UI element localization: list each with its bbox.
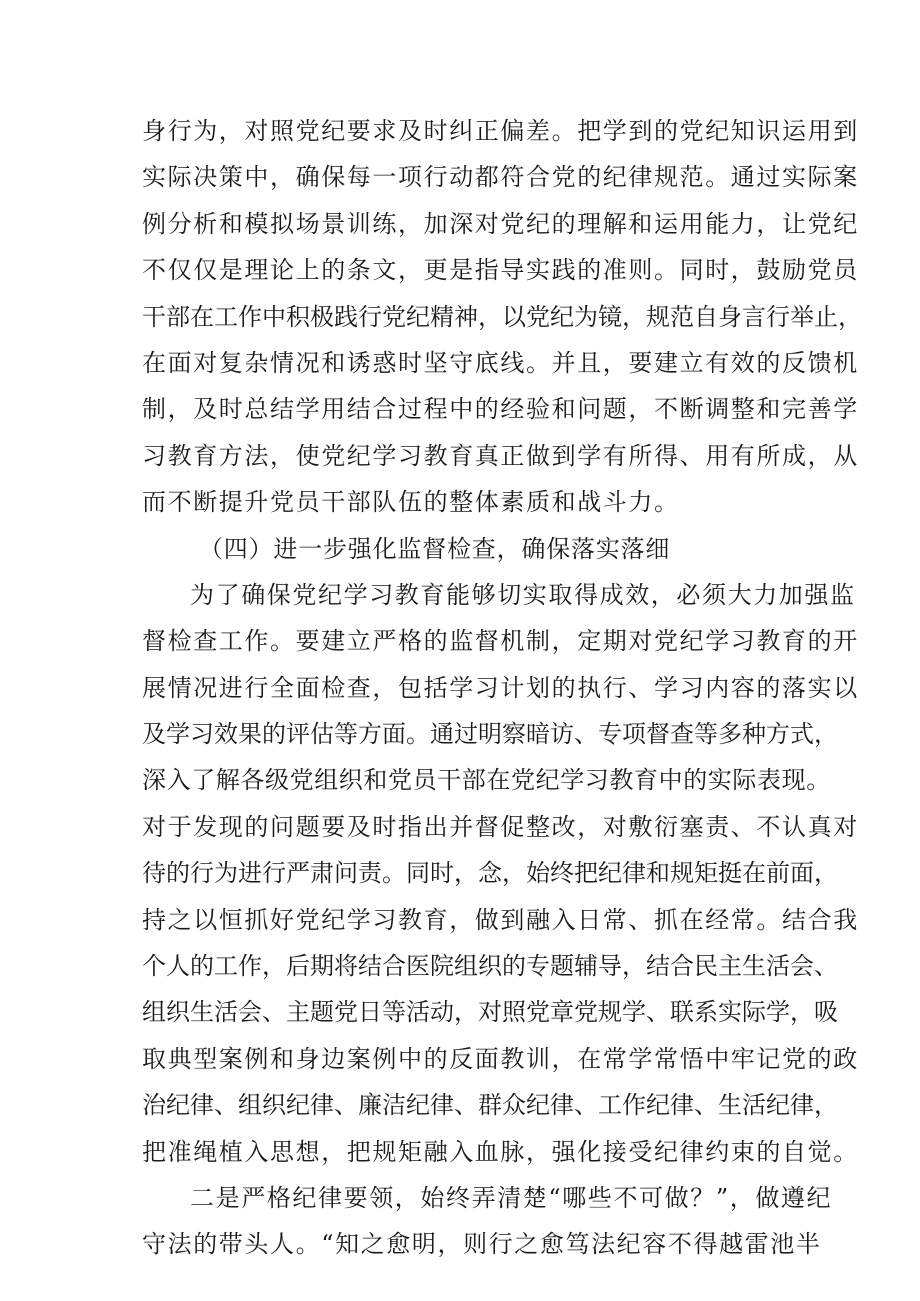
section-heading: （四）进一步强化监督检查，确保落实落细: [199, 534, 671, 563]
paragraph-supervision: [142, 572, 859, 1175]
paragraph-continued: [142, 108, 862, 526]
text-line: 干部在工作中积极践行党纪精神，以党纪为镜，规范自身言行举止，: [142, 302, 862, 331]
text-line: 治纪律、组织纪律、廉洁纪律、群众纪律、工作纪律、生活纪律，: [142, 1091, 838, 1120]
text-line: 而不断提升党员干部队伍的整体素质和战斗力。: [142, 488, 680, 517]
text-line: 为了确保党纪学习教育能够切实取得成效，必须大力加强监: [190, 580, 856, 609]
text-line: 个人的工作，后期将结合医院组织的专题辅导，结合民主生活会、: [142, 952, 838, 981]
text-line: 组织生活会、主题党日等活动，对照党章党规学、联系实际学，吸: [142, 998, 838, 1027]
text-line: 督检查工作。要建立严格的监督机制，定期对党纪学习教育的开: [142, 627, 859, 656]
text-line: 在面对复杂情况和诱惑时坚守底线。并且，要建立有效的反馈机: [142, 348, 859, 377]
text-line: 身行为，对照党纪要求及时纠正偏差。把学到的党纪知识运用到: [142, 117, 859, 145]
text-line: 待的行为进行严肃问责。同时，念，始终把纪律和规矩挺在前面，: [142, 859, 838, 888]
text-line: 实际决策中，确保每一项行动都符合党的纪律规范。通过实际案: [142, 163, 859, 192]
text-line: 展情况进行全面检查，包括学习计划的执行、学习内容的落实以: [142, 673, 859, 702]
paragraph-second: [142, 1175, 833, 1268]
text-line: 不仅仅是理论上的条文，更是指导实践的准则。同时，鼓励党员: [142, 256, 859, 285]
text-line: 对于发现的问题要及时指出并督促整改，对敷衍塞责、不认真对: [142, 812, 859, 841]
text-line: 持之以恒抓好党纪学习教育，做到融入日常、抓在经常。结合我: [142, 905, 859, 934]
text-line: 守法的带头人。“知之愈明，则行之愈笃法纪容不得越雷池半: [142, 1230, 822, 1259]
text-line: 制，及时总结学用结合过程中的经验和问题，不断调整和完善学: [142, 395, 859, 424]
text-line: 及学习效果的评估等方面。通过明察暗访、专项督查等多种方式，: [142, 720, 838, 749]
text-line: 例分析和模拟场景训练，加深对党纪的理解和运用能力，让党纪: [142, 209, 859, 238]
text-line: 二是严格纪律要领，始终弄清楚“哪些不可做？”，做遵纪: [190, 1183, 833, 1212]
text-line: 深入了解各级党组织和党员干部在党纪学习教育中的实际表现。: [142, 766, 831, 795]
document-body: [142, 108, 862, 1268]
text-line: 取典型案例和身边案例中的反面教训，在常学常悟中牢记党的政: [142, 1044, 859, 1073]
text-line: 习教育方法，使党纪学习教育真正做到学有所得、用有所成，从: [142, 441, 859, 470]
text-line: 把准绳植入思想，把规矩融入血脉，强化接受纪律约束的自觉。: [142, 1137, 859, 1166]
